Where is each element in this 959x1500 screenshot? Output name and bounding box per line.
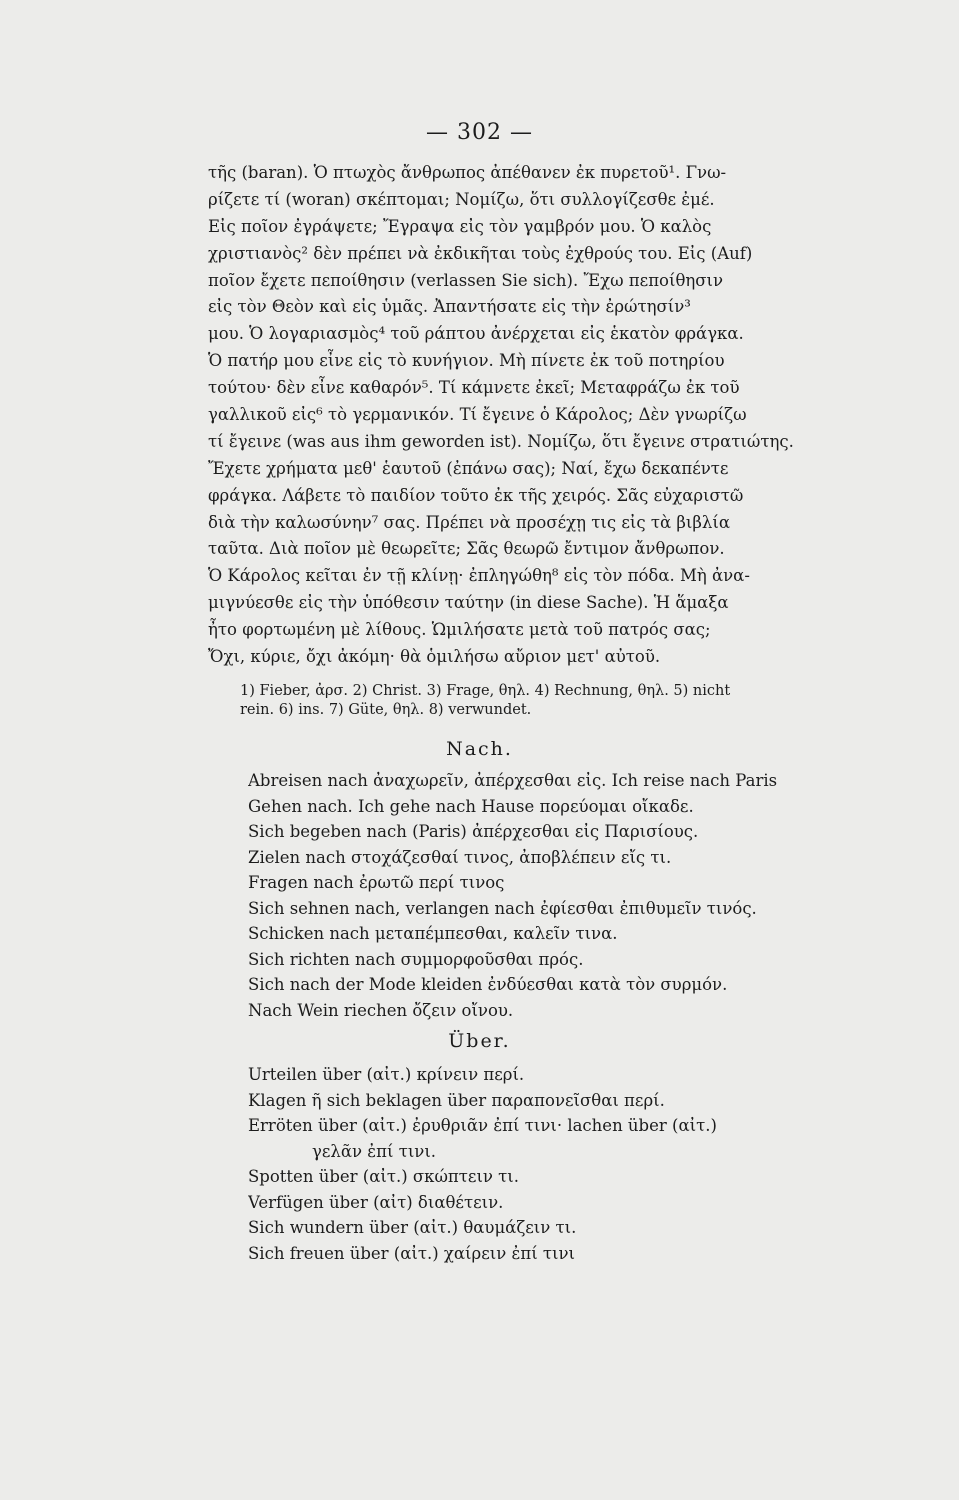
page-number: — 302 — bbox=[426, 120, 533, 145]
phrase-line: Sich nach der Mode kleiden ἐνδύεσθαι κατὰ τὸν συρμόν. bbox=[248, 975, 728, 994]
text-line: ἦτο φορτωμένη μὲ λίθους. Ὡμιλήσατε μετὰ τοῦ πατρός σας; bbox=[208, 620, 711, 640]
phrase-line: γελᾶν ἐπί τινι. bbox=[312, 1141, 437, 1161]
phrase-line: Klagen ῆ sich beklagen über παραπονεῖσθαι περί. bbox=[248, 1090, 665, 1110]
phrase-list-uber bbox=[248, 1062, 848, 1266]
footnotes bbox=[240, 682, 840, 720]
text-line: ταῦτα. Διὰ ποῖον μὲ θεωρεῖτε; Σᾶς θεωρῶ ἔντιμον ἄνθρωπον. bbox=[208, 539, 725, 559]
phrase-line: Sich freuen über (αἰτ.) χαίρειν ἐπί τινι bbox=[248, 1243, 576, 1263]
text-line: ρίζετε τί (woran) σκέπτομαι; Νομίζω, ὅτι συλλογίζεσθε ἐμέ. bbox=[208, 189, 715, 209]
text-line: χριστιανὸς² δὲν πρέπει νὰ ἐκδικῆται τοὺς ἐχθρούς του. Εἰς (Auf) bbox=[208, 243, 753, 263]
text-line: Ὄχι, κύριε, ὄχι ἀκόμη· θὰ ὁμιλήσω αὔριον μετ' αὐτοῦ. bbox=[208, 647, 661, 667]
text-line: γαλλικοῦ εἰς⁶ τὸ γερμανικόν. Τί ἔγεινε ὁ Κάρολος; Δὲν γνωρίζω bbox=[208, 405, 747, 425]
text-line: εἰς τὸν Θεὸν καὶ εἰς ὑμᾶς. Ἀπαντήσατε εἰς τὴν ἐρώτησίν³ bbox=[208, 297, 691, 317]
text-line: Εἰς ποῖον ἐγράψετε; Ἔγραψα εἰς τὸν γαμβρόν μου. Ὁ καλὸς bbox=[208, 216, 712, 236]
phrase-line: Gehen nach. Ich gehe nach Hause πορεύομαι οἴκαδε. bbox=[248, 796, 694, 816]
phrase-line: Spotten über (αἰτ.) σκώπτειν τι. bbox=[248, 1167, 520, 1186]
phrase-line: Erröten über (αἰτ.) ἐρυθριᾶν ἐπί τινι· lachen über (αἰτ.) bbox=[248, 1116, 717, 1135]
phrase-line: Sich richten nach συμμορφοῦσθαι πρός. bbox=[248, 949, 584, 969]
text-line: Ὁ Κάρολος κεῖται ἐν τῇ κλίνῃ· ἐπληγώθη⁸ εἰς τὸν πόδα. Μὴ ἀνα- bbox=[208, 566, 750, 586]
text-line: ποῖον ἔχετε πεποίθησιν (verlassen Sie sich). Ἔχω πεποίθησιν bbox=[208, 270, 724, 290]
phrase-line: Urteilen über (αἰτ.) κρίνειν περί. bbox=[248, 1065, 525, 1084]
phrase-list-nach bbox=[248, 768, 848, 1023]
phrase-line: Abreisen nach ἀναχωρεῖν, ἀπέρχεσθαι εἰς. Ich reise nach Paris bbox=[248, 771, 778, 790]
exercise-text bbox=[208, 160, 848, 671]
phrase-line: Zielen nach στοχάζεσθαί τινος, ἀποβλέπειν εἴς τι. bbox=[248, 847, 672, 867]
section-heading-uber: Über. bbox=[448, 1030, 511, 1052]
text-line: Ἔχετε χρήματα μεθ' ἑαυτοῦ (ἐπάνω σας); Ναί, ἔχω δεκαπέντε bbox=[208, 458, 729, 478]
text-line: Ὁ πατήρ μου εἶνε εἰς τὸ κυνήγιον. Μὴ πίνετε ἐκ τοῦ ποτηρίου bbox=[208, 351, 725, 371]
phrase-line: Nach Wein riechen ὄζειν οἴνου. bbox=[248, 1000, 514, 1020]
footnote-line: rein. 6) ins. 7) Güte, θηλ. 8) verwundet. bbox=[240, 702, 532, 718]
phrase-line: Verfügen über (αἰτ) διαθέτειν. bbox=[248, 1192, 504, 1212]
text-line: φράγκα. Λάβετε τὸ παιδίον τοῦτο ἐκ τῆς χειρός. Σᾶς εὐχαριστῶ bbox=[208, 485, 744, 505]
footnote-line: 1) Fieber, ἀρσ. 2) Christ. 3) Frage, θηλ. 4) Rechnung, θηλ. 5) nicht bbox=[240, 683, 731, 699]
phrase-line: Sich sehnen nach, verlangen nach ἐφίεσθαι ἐπιθυμεῖν τινός. bbox=[248, 898, 757, 918]
text-line: τί ἔγεινε (was aus ihm geworden ist). Νομίζω, ὅτι ἔγεινε στρατιώτης. bbox=[208, 431, 794, 451]
phrase-line: Fragen nach ἐρωτῶ περί τινος bbox=[248, 873, 505, 892]
text-line: μου. Ὁ λογαριασμὸς⁴ τοῦ ράπτου ἀνέρχεται εἰς ἑκατὸν φράγκα. bbox=[208, 324, 744, 344]
text-line: διὰ τὴν καλωσύνην⁷ σας. Πρέπει νὰ προσέχῃ τις εἰς τὰ βιβλία bbox=[208, 512, 730, 532]
phrase-line: Sich wundern über (αἰτ.) θαυμάζειν τι. bbox=[248, 1218, 577, 1237]
section-heading-nach: Nach. bbox=[446, 738, 513, 760]
phrase-line: Sich begeben nach (Paris) ἀπέρχεσθαι εἰς Παρισίους. bbox=[248, 822, 699, 841]
text-line: τούτου· δὲν εἶνε καθαρόν⁵. Τί κάμνετε ἐκεῖ; Μεταφράζω ἐκ τοῦ bbox=[208, 378, 740, 398]
text-line: μιγνύεσθε εἰς τὴν ὑπόθεσιν ταύτην (in diese Sache). Ἡ ἅμαξα bbox=[208, 593, 729, 613]
text-line: τῆς (baran). Ὁ πτωχὸς ἄνθρωπος ἀπέθανεν ἐκ πυρετοῦ¹. Γνω- bbox=[208, 163, 727, 182]
phrase-line: Schicken nach μεταπέμπεσθαι, καλεῖν τινα. bbox=[248, 924, 618, 943]
